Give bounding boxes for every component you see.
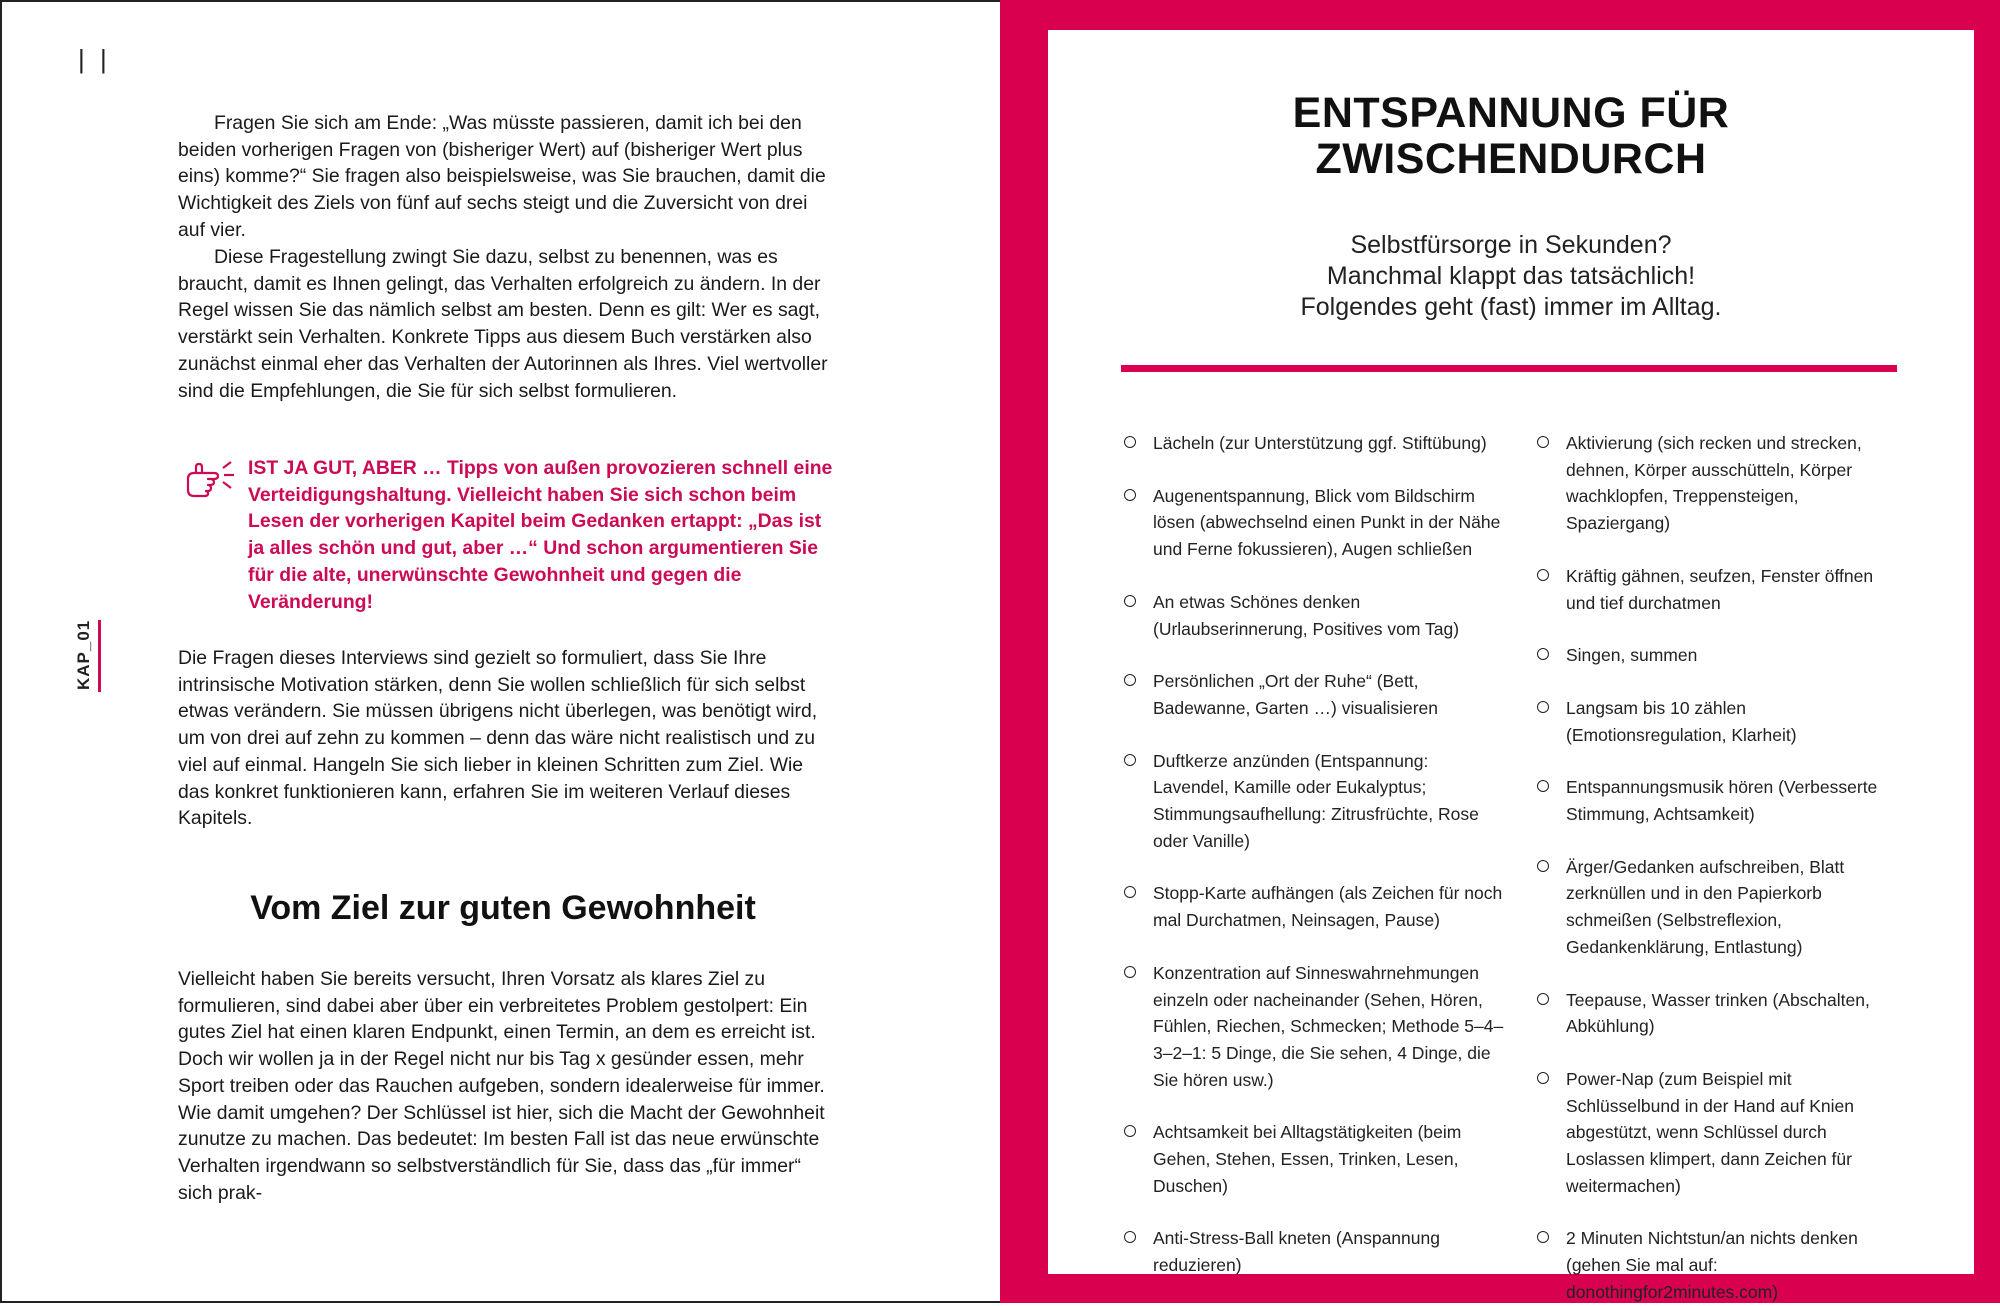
circle-bullet-icon	[1537, 436, 1549, 448]
circle-bullet-icon	[1124, 754, 1136, 766]
list-item-text: 2 Minuten Nichtstun/an nichts denken (gehen Sie mal auf: donothingfor2minutes.com)	[1566, 1228, 1858, 1302]
list-item	[1537, 1225, 1907, 1305]
circle-bullet-icon	[1124, 595, 1136, 607]
circle-bullet-icon	[1124, 1125, 1136, 1137]
list-item	[1537, 1066, 1907, 1200]
list-item	[1537, 695, 1907, 748]
chapter-tab	[64, 620, 104, 692]
list-item-text: Ärger/Gedanken aufschreiben, Blatt zerknüllen und in den Papierkorb schmeißen (Selbstreflexion, Gedankenklärung, Entlastung)	[1566, 856, 1845, 957]
circle-bullet-icon	[1537, 780, 1549, 792]
list-item-text: Aktivierung (sich recken und strecken, dehnen, Körper ausschütteln, Körper wachklopfen, Treppensteigen, Spaziergang)	[1566, 433, 1862, 534]
circle-bullet-icon	[1124, 436, 1136, 448]
list-item-text: Power-Nap (zum Beispiel mit Schlüsselbund in der Hand auf Knien abgestützt, wenn Schlüssel durch Loslassen klimpert, dann Zeichen für weitermachen)	[1566, 1068, 1854, 1196]
list-item-text: Singen, summen	[1566, 645, 1698, 666]
chapter-tab-label: KAP_01	[74, 619, 93, 690]
circle-bullet-icon	[1537, 569, 1549, 581]
right-page	[1000, 0, 2000, 1303]
list-item	[1124, 748, 1506, 855]
tips-list-left	[1124, 430, 1506, 1279]
panel-title-line-2: ZWISCHENDURCH	[1315, 135, 1707, 183]
section-heading: Vom Ziel zur guten Gewohnheit	[250, 889, 756, 927]
list-item	[1124, 668, 1506, 721]
paragraph-1: Fragen Sie sich am Ende: „Was müsste passieren, damit ich bei den beiden vorherigen Fragen von (bisheriger Wert) auf (bisheriger Wert plus eins) komme?“ Sie fragen also beispielsweise, was Sie brauchen, damit die Wichtigkeit des Ziels von fünf auf sechs steigt und die Zuversicht von drei auf vier.	[178, 112, 826, 241]
list-item	[1124, 960, 1506, 1094]
circle-bullet-icon	[1537, 701, 1549, 713]
panel-divider	[1121, 365, 1897, 372]
list-item	[1537, 774, 1907, 827]
circle-bullet-icon	[1537, 1231, 1549, 1243]
circle-bullet-icon	[1537, 1072, 1549, 1084]
paragraph-2: Diese Fragestellung zwingt Sie dazu, selbst zu benennen, was es braucht, damit es Ihnen gelingt, das Verhalten erfolgreich zu ändern. In der Regel wissen Sie das nämlich selbst am besten. Denn es gilt: Wer es sagt, verstärkt sein Verhalten. Konkrete Tipps aus diesem Buch verstärken also zunächst einmal eher das Verhalten der Autorinnen als Ihres. Viel wertvoller sind die Empfehlungen, die Sie für sich selbst formulieren.	[178, 246, 828, 402]
list-item-text: Lächeln (zur Unterstützung ggf. Stiftübung)	[1153, 433, 1487, 453]
list-item	[1124, 1119, 1506, 1199]
tips-list-right	[1537, 430, 1907, 1306]
circle-bullet-icon	[1537, 648, 1549, 660]
panel-subtitle	[1048, 230, 1974, 323]
list-item	[1537, 430, 1907, 537]
circle-bullet-icon	[1124, 886, 1136, 898]
list-item	[1537, 563, 1907, 616]
list-item	[1537, 854, 1907, 961]
pointing-hand-icon	[184, 459, 240, 499]
paragraph-3: Die Fragen dieses Interviews sind gezielt so formuliert, dass Sie Ihre intrinsische Motivation stärken, denn Sie wollen schließlich für sich selbst etwas verändern. Sie müssen übrigens nicht überlegen, was benötigt wird, um von drei auf zehn zu kommen – denn das wäre nicht realistisch und zu viel auf einmal. Hangeln Sie sich lieber in kleinen Schritten zum Ziel. Wie das konkret funktionieren kann, erfahren Sie im weiteren Verlauf dieses Kapitels.	[178, 647, 818, 830]
circle-bullet-icon	[1537, 993, 1549, 1005]
list-item	[1537, 987, 1907, 1040]
list-item	[1124, 430, 1506, 457]
panel-title	[1048, 90, 1974, 182]
list-item-text: An etwas Schönes denken (Urlaubserinnerung, Positives vom Tag)	[1153, 591, 1460, 639]
list-item	[1537, 642, 1907, 669]
list-item-text: Duftkerze anzünden (Entspannung: Lavendel, Kamille oder Eukalyptus; Stimmungsaufhellung: Zitrusfrüchte, Rose oder Vanille)	[1153, 750, 1479, 851]
list-item-text: Entspannungsmusik hören (Verbesserte Stimmung, Achtsamkeit)	[1566, 777, 1878, 825]
panel-subtitle-line-3: Folgendes geht (fast) immer im Alltag.	[1300, 293, 1722, 321]
circle-bullet-icon	[1124, 674, 1136, 686]
panel-subtitle-line-1: Selbstfürsorge in Sekunden?	[1350, 231, 1672, 259]
list-item-text: Kräftig gähnen, seufzen, Fenster öffnen und tief durchatmen	[1566, 565, 1874, 613]
list-item	[1124, 880, 1506, 933]
list-item	[1124, 483, 1506, 563]
list-item-text: Anti-Stress-Ball kneten (Anspannung reduzieren)	[1153, 1228, 1440, 1276]
info-panel	[1048, 30, 1974, 1302]
list-item-text: Langsam bis 10 zählen (Emotionsregulation, Klarheit)	[1566, 697, 1797, 745]
circle-bullet-icon	[1124, 966, 1136, 978]
paragraph-4: Vielleicht haben Sie bereits versucht, Ihren Vorsatz als klares Ziel zu formulieren, sind dabei aber über ein verbreitetes Problem gestolpert: Ein gutes Ziel hat einen klaren Endpunkt, einen Termin, an dem es erreicht ist. Doch wir wollen ja in der Regel nicht nur bis Tag x gesünder essen, mehr Sport treiben oder das Rauchen aufgeben, sondern idealerweise für immer. Wie damit umgehen? Der Schlüssel ist hier, sich die Macht der Gewohnheit zunutze zu machen. Das bedeutet: Im besten Fall ist das neue erwünschte Verhalten irgendwann so selbstverständlich für Sie, dass das „für immer“ sich prak-	[178, 968, 825, 1204]
list-item-text: Konzentration auf Sinneswahrnehmungen einzeln oder nacheinander (Sehen, Hören, Fühlen, Riechen, Schmecken; Methode 5–4–3–2–1: 5 Dinge, die Sie sehen, 4 Dinge, die Sie hören usw.)	[1153, 962, 1504, 1090]
panel-title-line-1: ENTSPANNUNG FÜR	[1292, 89, 1730, 137]
circle-bullet-icon	[1124, 489, 1136, 501]
panel-subtitle-line-2: Manchmal klappt das tatsächlich!	[1326, 262, 1696, 290]
circle-bullet-icon	[1537, 860, 1549, 872]
list-item-text: Augenentspannung, Blick vom Bildschirm lösen (abwechselnd einen Punkt in der Nähe und Ferne fokussieren), Augen schließen	[1153, 485, 1501, 560]
list-item-text: Achtsamkeit bei Alltagstätigkeiten (beim Gehen, Stehen, Essen, Trinken, Lesen, Duschen)	[1153, 1122, 1462, 1196]
list-item	[1124, 589, 1506, 642]
page-folio: | |	[78, 44, 111, 74]
list-item-text: Teepause, Wasser trinken (Abschalten, Abkühlung)	[1566, 989, 1870, 1037]
circle-bullet-icon	[1124, 1231, 1136, 1243]
left-page	[0, 0, 1000, 1303]
hint-text: IST JA GUT, ABER … Tipps von außen provozieren schnell eine Verteidigungshaltung. Vielleicht haben Sie sich schon beim Lesen der vorherigen Kapitel beim Gedanken ertappt: „Das ist ja alles schön und gut, aber …“ Und schon argumentieren Sie für die alte, unerwünschte Gewohnheit und gegen die Veränderung!	[248, 457, 833, 613]
list-item-text: Stopp-Karte aufhängen (als Zeichen für noch mal Durchatmen, Neinsagen, Pause)	[1153, 883, 1503, 931]
chapter-tab-bar	[98, 620, 101, 692]
list-item	[1124, 1225, 1506, 1278]
list-item-text: Persönlichen „Ort der Ruhe“ (Bett, Badewanne, Garten …) visualisieren	[1153, 671, 1439, 718]
